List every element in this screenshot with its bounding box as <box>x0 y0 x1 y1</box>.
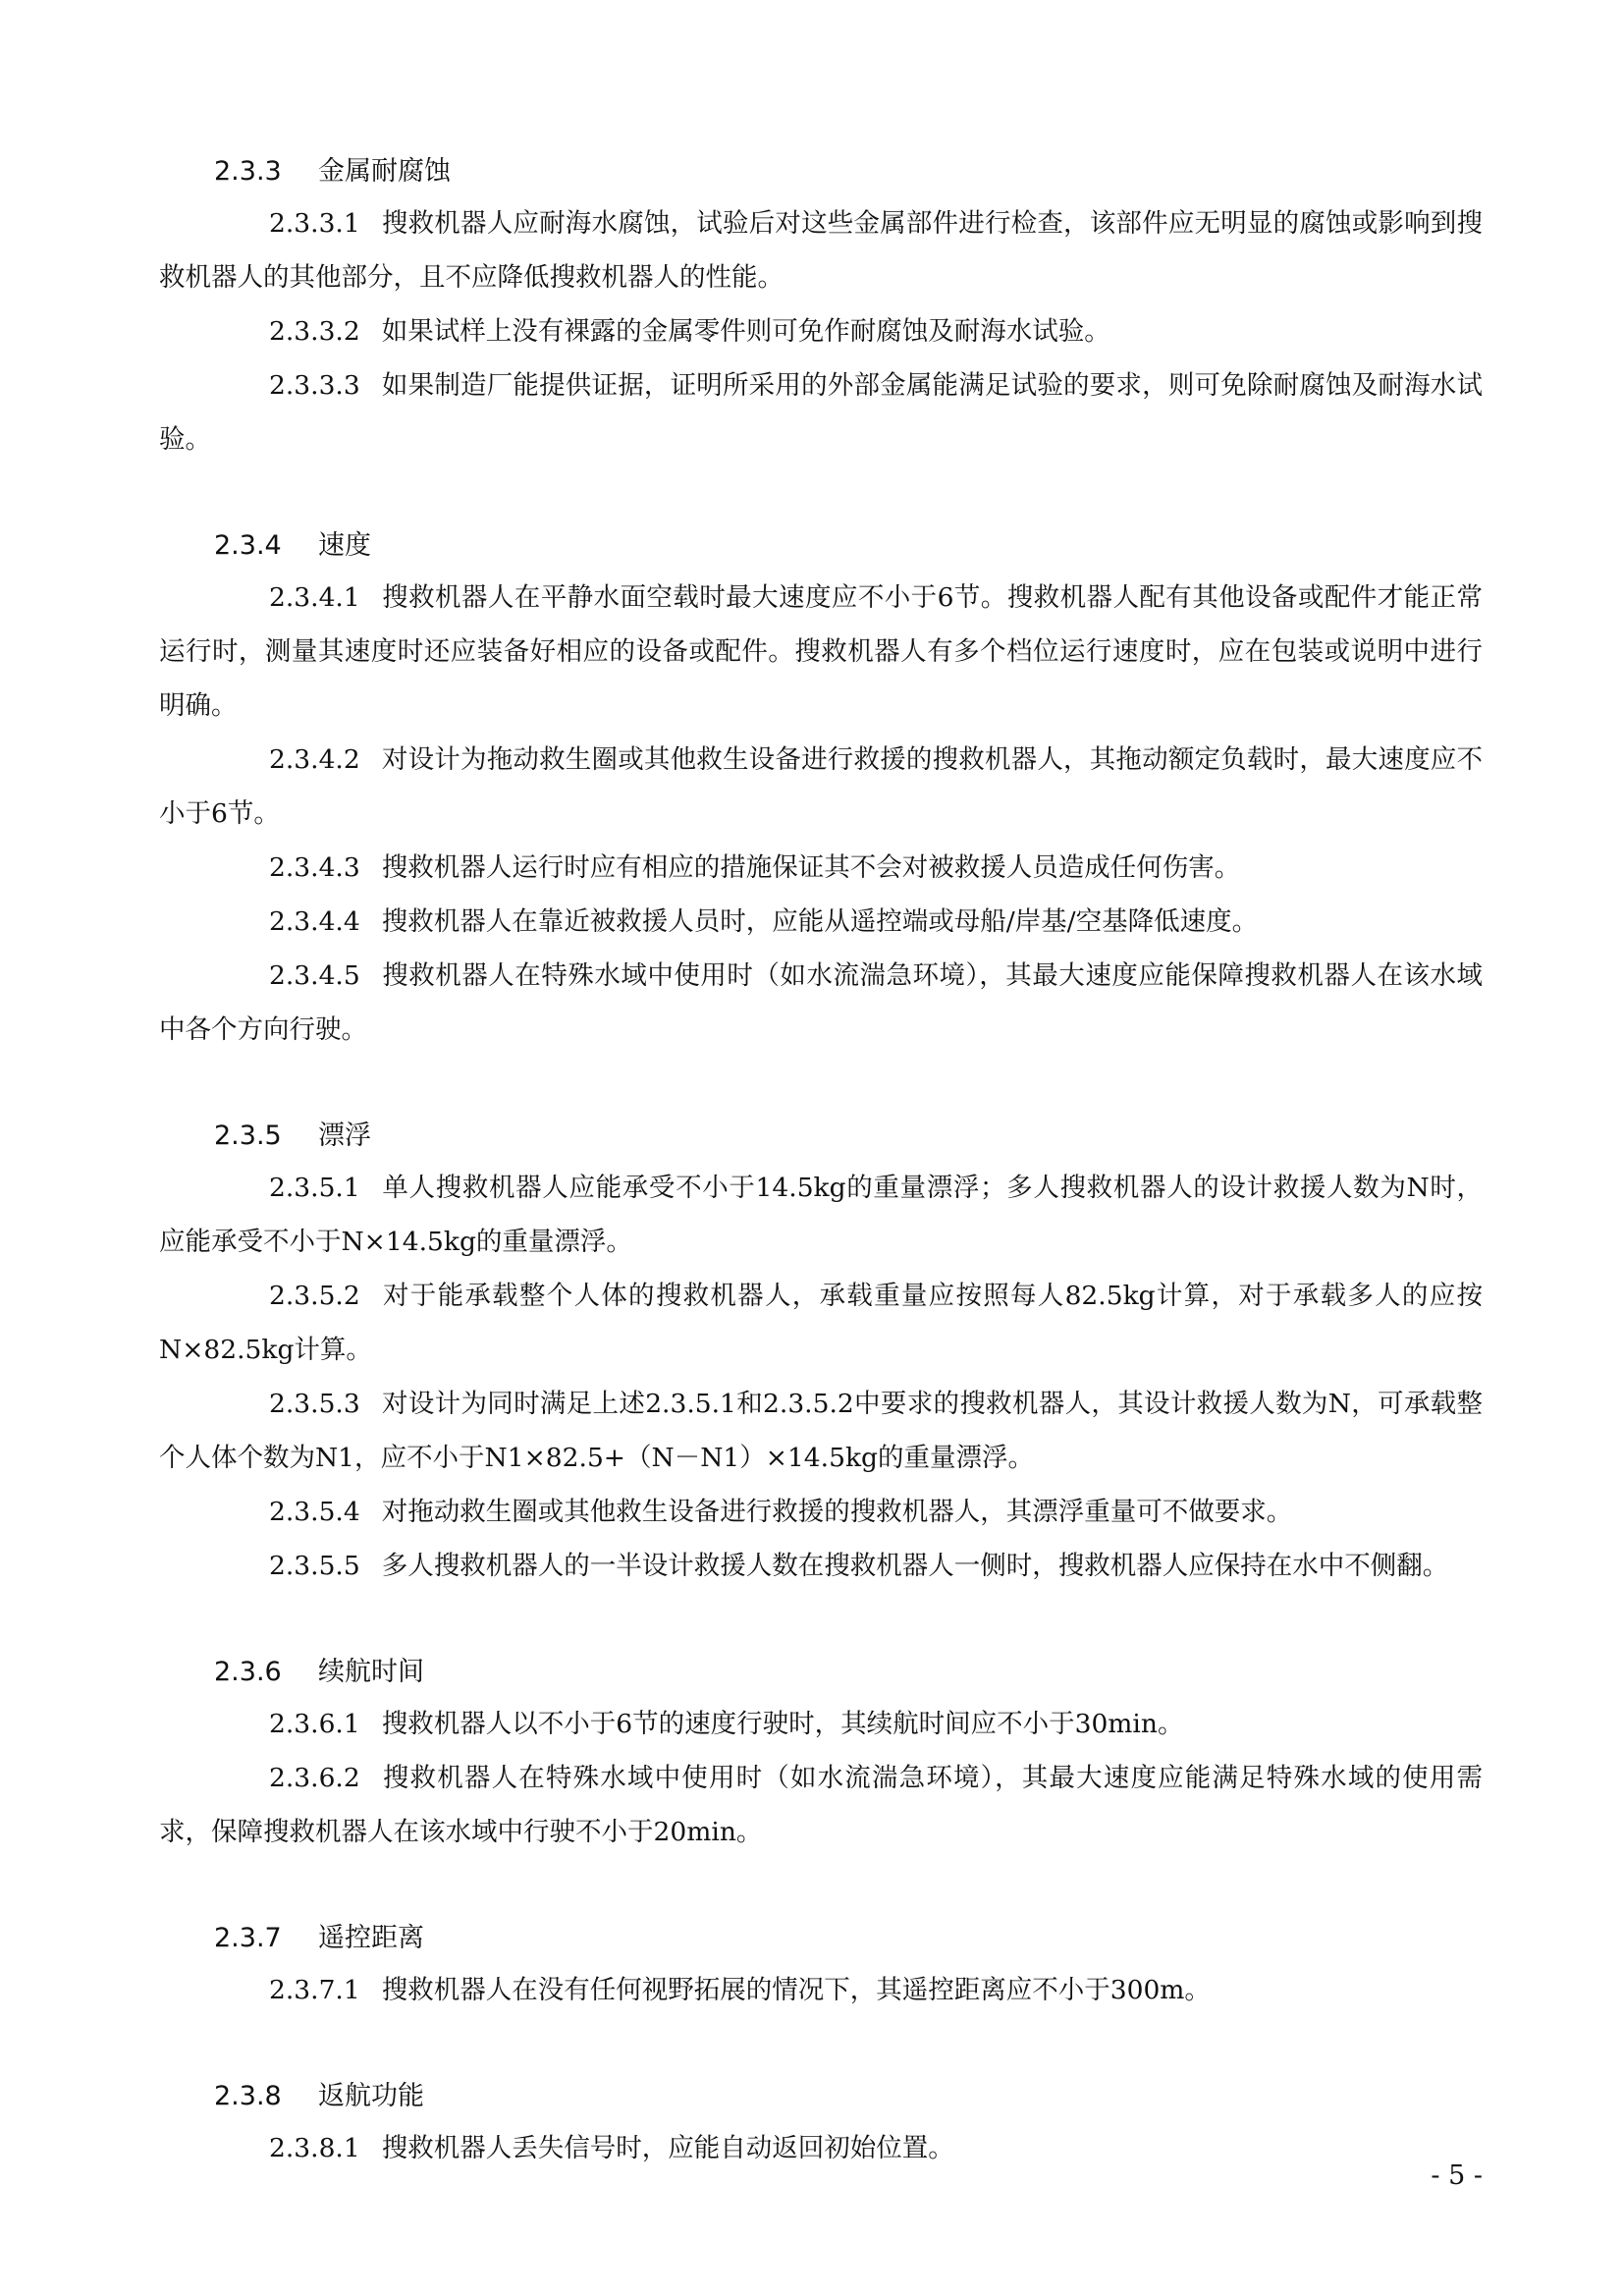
clause-text: 对设计为拖动救生圈或其他救生设备进行救援的搜救机器人，其拖动额定负载时，最大速度应不小于6节。 <box>159 744 1483 829</box>
clause-number: 2.3.4.1 <box>269 582 360 613</box>
clause-text: 单人搜救机器人应能承受不小于14.5kg的重量漂浮；多人搜救机器人的设计救援人数为N时，应能承受不小于N×14.5kg的重量漂浮。 <box>159 1173 1483 1257</box>
page-number: - 5 - <box>1431 2160 1483 2191</box>
clause-number: 2.3.7.1 <box>269 1975 360 2005</box>
section-heading <box>159 1112 1483 1161</box>
clause-text: 多人搜救机器人的一半设计救援人数在搜救机器人一侧时，搜救机器人应保持在水中不侧翻。 <box>381 1551 1449 1581</box>
clause-number: 2.3.4.4 <box>269 906 360 937</box>
section-title: 金属耐腐蚀 <box>318 156 451 187</box>
clause-text: 如果试样上没有裸露的金属零件则可免作耐腐蚀及耐海水试验。 <box>381 316 1110 347</box>
clause-number: 2.3.3.2 <box>269 316 360 347</box>
section-heading <box>159 521 1483 571</box>
section-2-3-8 <box>159 2072 1483 2175</box>
clause-number: 2.3.5.1 <box>269 1173 360 1203</box>
section-heading <box>159 1914 1483 1963</box>
paragraph <box>159 1539 1483 1593</box>
paragraph <box>159 1963 1483 2017</box>
clause-number: 2.3.8.1 <box>269 2133 360 2163</box>
clause-text: 搜救机器人在没有任何视野拓展的情况下，其遥控距离应不小于300m。 <box>381 1975 1211 2005</box>
clause-number: 2.3.5.3 <box>269 1389 360 1419</box>
section-heading <box>159 1648 1483 1697</box>
paragraph <box>159 949 1483 1057</box>
paragraph <box>159 841 1483 895</box>
clause-text: 对拖动救生圈或其他救生设备进行救援的搜救机器人，其漂浮重量可不做要求。 <box>381 1497 1293 1527</box>
section-number: 2.3.6 <box>214 1657 282 1687</box>
clause-number: 2.3.3.3 <box>269 370 360 401</box>
section-heading <box>159 2072 1483 2121</box>
paragraph <box>159 733 1483 841</box>
clause-text: 搜救机器人运行时应有相应的措施保证其不会对被救援人员造成任何伤害。 <box>381 852 1241 883</box>
section-2-3-6 <box>159 1648 1483 1859</box>
paragraph <box>159 1269 1483 1377</box>
section-number: 2.3.3 <box>214 156 282 187</box>
section-2-3-7 <box>159 1914 1483 2017</box>
section-title: 续航时间 <box>318 1657 424 1687</box>
paragraph <box>159 196 1483 304</box>
clause-number: 2.3.6.1 <box>269 1709 360 1739</box>
section-heading <box>159 147 1483 196</box>
section-title: 漂浮 <box>318 1121 371 1151</box>
clause-text: 对于能承载整个人体的搜救机器人，承载重量应按照每人82.5kg计算，对于承载多人的应按N×82.5kg计算。 <box>159 1281 1483 1365</box>
section-number: 2.3.5 <box>214 1121 282 1151</box>
section-number: 2.3.8 <box>214 2081 282 2111</box>
paragraph <box>159 1485 1483 1539</box>
clause-number: 2.3.5.5 <box>269 1551 360 1581</box>
clause-text: 搜救机器人以不小于6节的速度行驶时，其续航时间应不小于30min。 <box>381 1709 1184 1739</box>
clause-number: 2.3.4.2 <box>269 744 360 775</box>
paragraph <box>159 895 1483 949</box>
document-page <box>159 147 1483 2230</box>
clause-text: 搜救机器人在平静水面空载时最大速度应不小于6节。搜救机器人配有其他设备或配件才能正常运行时，测量其速度时还应装备好相应的设备或配件。搜救机器人有多个档位运行速度时，应在包装或说明中进行明确。 <box>159 582 1483 721</box>
clause-number: 2.3.4.5 <box>269 960 360 991</box>
clause-text: 搜救机器人在靠近被救援人员时，应能从遥控端或母船/岸基/空基降低速度。 <box>381 906 1259 937</box>
paragraph <box>159 1377 1483 1485</box>
paragraph <box>159 358 1483 466</box>
clause-number: 2.3.3.1 <box>269 208 360 239</box>
section-title: 返航功能 <box>318 2081 424 2111</box>
paragraph <box>159 1161 1483 1269</box>
section-2-3-3 <box>159 147 1483 466</box>
clause-text: 搜救机器人在特殊水域中使用时（如水流湍急环境），其最大速度应能满足特殊水域的使用需求，保障搜救机器人在该水域中行驶不小于20min。 <box>159 1763 1483 1847</box>
section-2-3-5 <box>159 1112 1483 1593</box>
paragraph <box>159 1751 1483 1859</box>
clause-number: 2.3.5.4 <box>269 1497 360 1527</box>
section-number: 2.3.7 <box>214 1923 282 1953</box>
clause-number: 2.3.4.3 <box>269 852 360 883</box>
paragraph <box>159 2121 1483 2175</box>
clause-text: 如果制造厂能提供证据，证明所采用的外部金属能满足试验的要求，则可免除耐腐蚀及耐海水试验。 <box>159 370 1483 455</box>
clause-number: 2.3.5.2 <box>269 1281 360 1311</box>
clause-text: 搜救机器人在特殊水域中使用时（如水流湍急环境），其最大速度应能保障搜救机器人在该水域中各个方向行驶。 <box>159 960 1483 1045</box>
paragraph <box>159 571 1483 733</box>
clause-text: 搜救机器人丢失信号时，应能自动返回初始位置。 <box>381 2133 954 2163</box>
clause-text: 对设计为同时满足上述2.3.5.1和2.3.5.2中要求的搜救机器人，其设计救援人数为N，可承载整个人体个数为N1，应不小于N1×82.5+（N－N1）×14.5kg的重量漂浮。 <box>159 1389 1483 1473</box>
paragraph <box>159 304 1483 358</box>
clause-text: 搜救机器人应耐海水腐蚀，试验后对这些金属部件进行检查，该部件应无明显的腐蚀或影响到搜救机器人的其他部分，且不应降低搜救机器人的性能。 <box>159 208 1483 293</box>
section-title: 速度 <box>318 530 371 561</box>
section-2-3-4 <box>159 521 1483 1057</box>
section-title: 遥控距离 <box>318 1923 424 1953</box>
paragraph <box>159 1697 1483 1751</box>
section-number: 2.3.4 <box>214 530 282 561</box>
clause-number: 2.3.6.2 <box>269 1763 360 1793</box>
